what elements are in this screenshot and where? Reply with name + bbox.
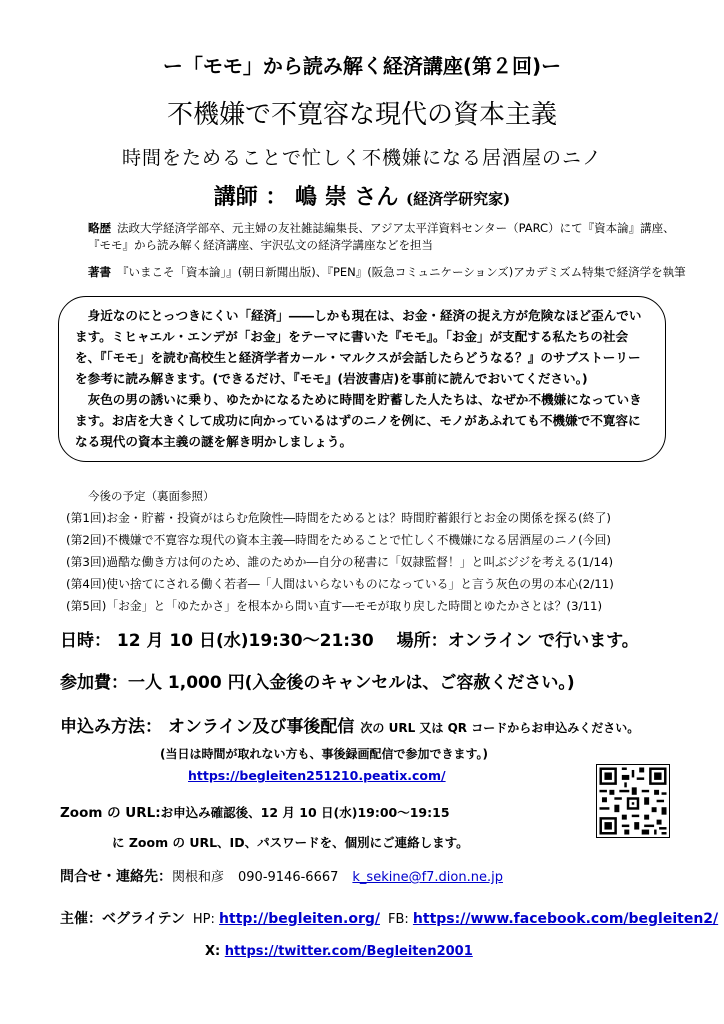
- zoom-detail: に Zoom の URL、ID、パスワードを、個別にご連絡します。: [112, 835, 469, 850]
- zoom-label: Zoom の URL:: [60, 805, 161, 821]
- career-label: 略歴: [88, 221, 111, 235]
- schedule-item: (第2回)不機嫌で不寛容な現代の資本主義―時間をためることで忙しく不機嫌になる居酒屋のニノ(今回): [66, 533, 611, 547]
- schedule-item: (第5回)「お金」と「ゆたかさ」を根本から問い直す―モモが取り戻した時間とゆたかさとは？(3/11): [66, 599, 603, 613]
- hp-link[interactable]: http://begleiten.org/: [219, 911, 380, 927]
- contact-phone: 090-9146-6667: [238, 870, 339, 885]
- application-label: 申込み方法： オンライン及び事後配信: [60, 717, 355, 737]
- contact-line: [60, 866, 503, 886]
- works-text: 『いまこそ「資本論」』(朝日新聞出版)、『PEN』(阪急コミュニケーションズ)アカデミズム特集で経済学を執筆: [117, 265, 686, 279]
- hp-label: HP:: [192, 912, 215, 927]
- fb-label: FB:: [388, 912, 409, 927]
- x-link[interactable]: https://twitter.com/Begleiten2001: [224, 944, 473, 959]
- x-line: [205, 944, 473, 959]
- schedule-heading: 今後の予定（裏面参照）: [88, 489, 215, 503]
- schedule-item: (第4回)使い捨てにされる働く若者―「人間はいらないものになっている」と言う灰色の男の本心(2/11): [66, 577, 614, 591]
- intro-box: [58, 296, 666, 462]
- recording-note: (当日は時間が取れない方も、事後録画配信で参加できます。): [160, 747, 489, 761]
- schedule-item: (第1回)お金・貯蓄・投資がはらむ危険性―時間をためるとは？時間貯蓄銀行とお金の関係を探る(終了): [66, 511, 611, 525]
- contact-name: 関根和彦: [172, 870, 225, 885]
- career-text: 法政大学経済学部卒、元主婦の友社雑誌編集長、アジア太平洋資料センター（PARC）にて『資本論』講座、『モモ』から読み解く経済講座、宇沢弘文の経済学講座などを担当: [88, 221, 675, 252]
- organizer-label: 主催：ベグライテン: [60, 911, 185, 927]
- organizer-line: [60, 908, 718, 928]
- main-title: 不機嫌で不寛容な現代の資本主義: [166, 100, 557, 130]
- contact-label: 問合せ・連絡先：: [60, 869, 172, 885]
- contact-email[interactable]: k_sekine@f7.dion.ne.jp: [352, 870, 503, 885]
- lecturer-name: 講師 ： 嶋 崇 さん: [213, 184, 399, 210]
- bio-career: [88, 220, 678, 254]
- qr-code-icon: [596, 764, 670, 838]
- works-label: 著書: [88, 265, 111, 279]
- lecturer: [0, 180, 724, 211]
- lecturer-affiliation: (経済学研究家): [406, 190, 511, 208]
- zoom-info: お申込み確認後、12 月 10 日(水)19:00～19:15: [160, 805, 450, 820]
- x-label: X:: [205, 944, 221, 959]
- zoom-line: [60, 801, 450, 821]
- intro-paragraph-1: 身近なのにとっつきにくい「経済」――しかも現在は、お金・経済の捉え方が危険なほど歪んでいます。ミヒャエル・エンデが「お金」をテーマに書いた『モモ』。「お金」が支配する私たちの社会を、『「モモ」を読む高校生と経済学者カール・マルクスが会話したらどうなる？』のサブストーリーを参考に読み解きます。(できるだけ、『モモ』(岩波書店)を事前に読んでおいてください。): [75, 308, 642, 386]
- subtitle: 時間をためることで忙しく不機嫌になる居酒屋のニノ: [121, 147, 602, 169]
- intro-paragraph-2: 灰色の男の誘いに乗り、ゆたかになるために時間を貯蓄した人たちは、なぜか不機嫌になっていきます。お店を大きくして成功に向かっているはずのニノを例に、モノがあふれても不機嫌で不寛容になる現代の資本主義の謎を解き明かしましょう。: [75, 392, 642, 449]
- application-url-link[interactable]: https://begleiten251210.peatix.com/: [188, 768, 446, 783]
- fee: 参加費：一人 1,000 円(入金後のキャンセルは、ご容赦ください。): [60, 673, 575, 693]
- application-url[interactable]: [188, 768, 446, 783]
- schedule-item: (第3回)過酷な働き方は何のため、誰のためか―自分の秘書に「奴隷監督！」と叫ぶジジを考える(1/14): [66, 555, 614, 569]
- fb-link[interactable]: https://www.facebook.com/begleiten2/: [412, 911, 719, 927]
- application: [60, 712, 639, 737]
- series-title: ー「モモ」から読み解く経済講座(第２回)ー: [162, 54, 562, 78]
- application-note: 次の URL 又は QR コードからお申込みください。: [360, 721, 640, 735]
- bio-works: [88, 264, 686, 281]
- event-datetime: 日時： 12 月 10 日(水)19:30～21:30 場所：オンライン で行います。: [60, 631, 639, 651]
- qr-code-graphic: [597, 765, 669, 837]
